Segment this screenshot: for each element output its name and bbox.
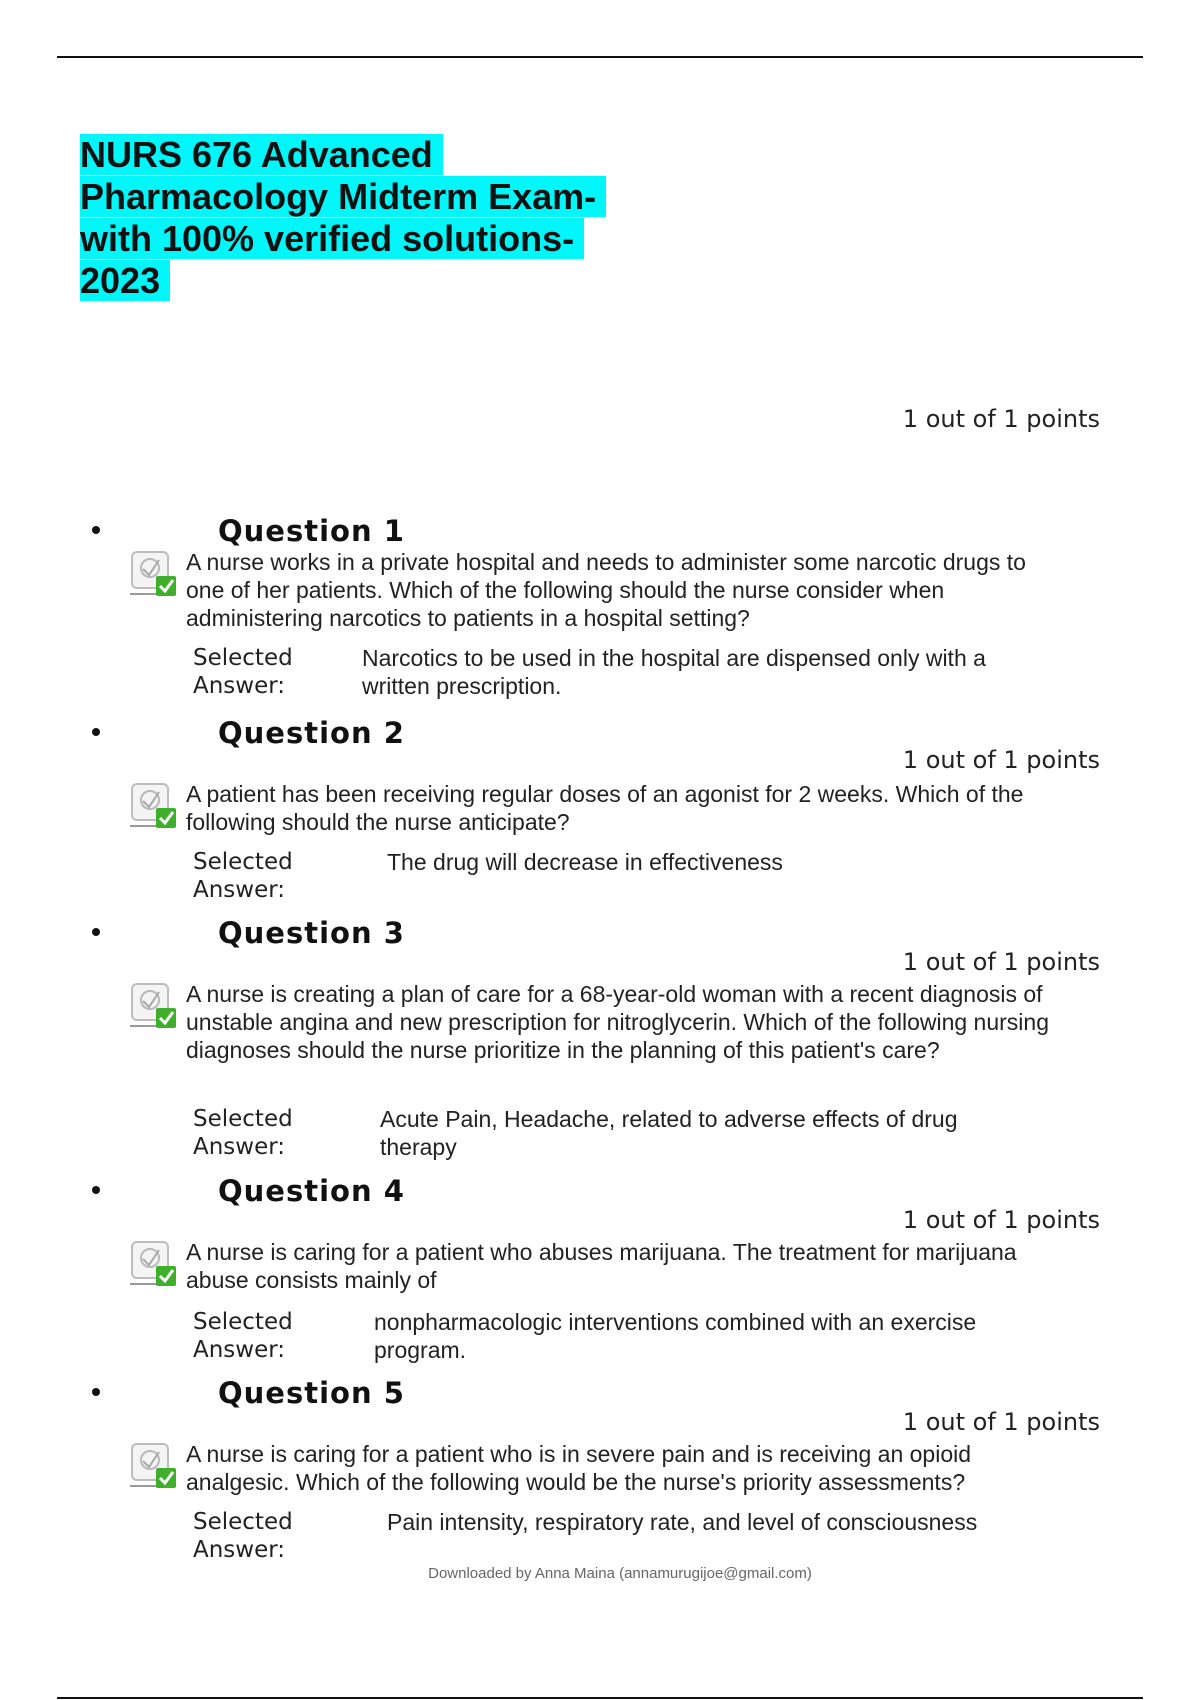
download-footer: Downloaded by Anna Maina (annamurugijoe@gmail.com)	[428, 1565, 812, 1582]
selected-answer-label	[193, 1308, 313, 1364]
question-text: A patient has been receiving regular doses of an agonist for 2 weeks. Which of the following should the nurse anticipate?	[186, 781, 1024, 835]
selected-label-line: Answer:	[193, 1134, 286, 1160]
selected-answer-label	[193, 1508, 313, 1564]
correct-check-icon	[128, 1440, 180, 1492]
selected-answer-label	[193, 644, 313, 700]
question-text: A nurse is caring for a patient who abuses marijuana. The treatment for marijuana abuse consists mainly of	[186, 1239, 1017, 1293]
title-line: with 100% verified solutions-	[80, 218, 584, 259]
question-title: Question 3	[218, 916, 405, 950]
question-title: Question 5	[218, 1376, 405, 1410]
title-line: 2023	[80, 260, 170, 301]
selected-label-line: Selected	[193, 1309, 293, 1335]
selected-label-line: Selected	[193, 849, 293, 875]
selected-answer-text: Acute Pain, Headache, related to adverse effects of drug therapy	[380, 1106, 958, 1160]
bullet	[92, 928, 100, 936]
selected-answer-text: Narcotics to be used in the hospital are dispensed only with a written prescription.	[362, 645, 986, 699]
selected-answer-text: The drug will decrease in effectiveness	[387, 849, 783, 875]
question-title: Question 4	[218, 1174, 405, 1208]
selected-label-line: Selected	[193, 645, 293, 671]
correct-check-icon	[128, 1238, 180, 1290]
selected-answer-text: nonpharmacologic interventions combined with an exercise program.	[374, 1309, 977, 1363]
correct-check-icon	[128, 780, 180, 832]
selected-answer-label	[193, 848, 313, 904]
top-rule	[57, 56, 1143, 58]
selected-answer-text: Pain intensity, respiratory rate, and level of consciousness	[387, 1509, 978, 1535]
question-title: Question 1	[218, 514, 405, 548]
title-line: NURS 676 Advanced	[80, 134, 443, 175]
selected-answer-label	[193, 1105, 313, 1161]
bullet	[92, 728, 100, 736]
bottom-rule	[57, 1697, 1143, 1699]
selected-label-line: Answer:	[193, 1537, 286, 1563]
question-text: A nurse is caring for a patient who is in severe pain and is receiving an opioid analgesic. Which of the following would be the nurse's priority assessments?	[186, 1441, 972, 1495]
selected-label-line: Selected	[193, 1509, 293, 1535]
question-title: Question 2	[218, 716, 405, 750]
question-text: A nurse is creating a plan of care for a 68-year-old woman with a recent diagnosis of unstable angina and new prescription for nitroglycerin. Which of the following nursing diagnoses should the nurse prioritize in the planning of this patient's care?	[186, 981, 1049, 1063]
selected-label-line: Answer:	[193, 1337, 286, 1363]
question-points: 1 out of 1 points	[902, 1408, 1100, 1436]
correct-check-icon	[128, 980, 180, 1032]
selected-label-line: Answer:	[193, 673, 286, 699]
question-points: 1 out of 1 points	[902, 948, 1100, 976]
document-title	[80, 134, 640, 302]
title-line: Pharmacology Midterm Exam-	[80, 176, 606, 217]
question-text: A nurse works in a private hospital and needs to administer some narcotic drugs to one of her patients. Which of the following should the nurse consider when administering narcotics to patients in a hospital setting?	[186, 549, 1026, 631]
correct-check-icon	[128, 548, 180, 600]
question-1-points: 1 out of 1 points	[902, 405, 1100, 433]
question-points: 1 out of 1 points	[902, 1206, 1100, 1234]
bullet	[92, 1186, 100, 1194]
bullet	[92, 1388, 100, 1396]
bullet	[92, 526, 100, 534]
selected-label-line: Answer:	[193, 877, 286, 903]
selected-label-line: Selected	[193, 1106, 293, 1132]
question-points: 1 out of 1 points	[902, 746, 1100, 774]
